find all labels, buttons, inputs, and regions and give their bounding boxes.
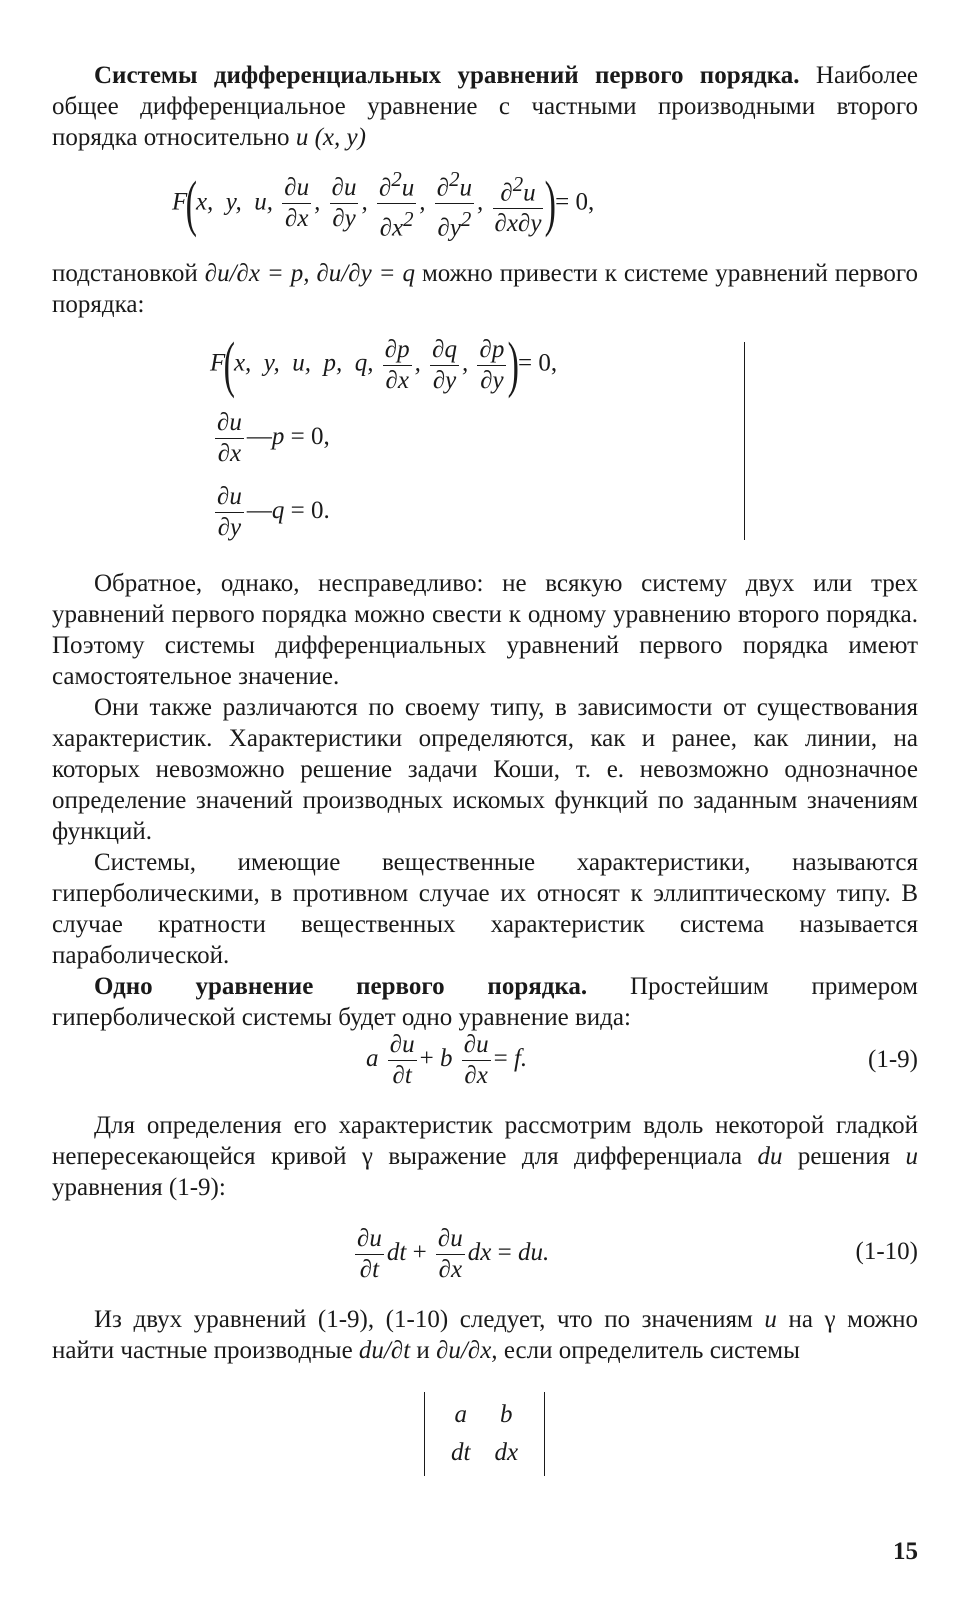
- paragraph-text: уравнения (1-9):: [52, 1174, 226, 1201]
- inline-math: du: [757, 1143, 783, 1170]
- paragraph-determinant: [52, 1304, 918, 1366]
- system-eq-2: $\frac{\partial u}{\partial x}$ —p = 0,: [217, 409, 330, 467]
- matrix-cell: dt: [451, 1439, 471, 1466]
- paragraph-text: если определитель системы: [503, 1337, 800, 1364]
- paragraph-hyperbolic: Системы, имеющие вещественные характеристики, называются гиперболическими, в противном случае их относят к эллиптическому типу. В случае кратности вещественных характеристик система называется параболической.: [52, 849, 918, 969]
- determinant-matrix: [439, 1396, 530, 1472]
- section-heading-systems: Системы дифференциальных уравнений первого порядка.: [94, 62, 800, 89]
- inline-math: ∂u/∂x,: [436, 1337, 498, 1364]
- paragraph-text: подстановкой: [52, 260, 198, 287]
- system-eq-1: F(x, y, u, p, q, $\frac{\partial p}{\partial x}$ , $\frac{\partial q}{\partial y}$ , $\frac{\partial p}{\partial y}$ )= 0,: [210, 331, 558, 399]
- page-number: 15: [893, 1538, 918, 1565]
- paragraph-text: Простейшим примером гиперболической системы будет одно уравнение вида:: [52, 973, 918, 1031]
- equation-number-1-10: (1-10): [855, 1238, 918, 1265]
- paragraph-single-equation: [52, 971, 918, 1033]
- equation-second-order-general: F(x, y, u, $\frac{\partial u}{\partial x}$ , $\frac{\partial u}{\partial y}$ , $\frac{\partial^2u}{\partial x^2}$ , $\frac{\partial^2u}{\partial y^2}$ , $\frac{\partial^2u}{\partial x\partial y}$ )= 0,: [172, 164, 594, 244]
- paragraph-text: решения: [797, 1143, 891, 1170]
- inline-math: du/∂t: [358, 1337, 411, 1364]
- paragraph-types: Они также различаются по своему типу, в зависимости от существования характеристик. Характеристики определяются, как и ранее, как линии, на которых невозможно решение задачи Коши, т. е. невозможно однозначное определение значений производных искомых функций по заданным значениям функций.: [52, 694, 918, 845]
- inline-math: u: [905, 1143, 919, 1170]
- paragraph-converse: Обратное, однако, несправедливо: не всякую систему двух или трех уравнений первого порядка можно свести к одному уравнению второго порядка. Поэтому системы дифференциальных уравнений первого порядка имеют самостоятельное значение.: [52, 570, 918, 690]
- paragraph-text: на γ можно найти частные производные: [52, 1306, 919, 1364]
- inline-math: u (x, y): [295, 124, 366, 151]
- matrix-cell: dx: [494, 1439, 519, 1466]
- section-heading-single-equation: Одно уравнение первого порядка.: [94, 973, 588, 1000]
- paragraph-text: Наиболее общее дифференциальное уравнение с частными производными второго порядка относительно: [52, 62, 919, 151]
- system-brace: [744, 342, 745, 540]
- determinant: [424, 1392, 545, 1476]
- text-block-middle: [52, 568, 918, 1033]
- paragraph-text: и: [416, 1337, 430, 1364]
- equation-number-1-9: (1-9): [868, 1046, 918, 1073]
- paragraph-text: можно привести к системе уравнений первого порядка:: [52, 260, 919, 318]
- inline-math: ∂u/∂x = p, ∂u/∂y = q: [204, 260, 415, 287]
- inline-math: u: [764, 1306, 777, 1333]
- equation-1-10: $\frac{\partial u}{\partial t}$ dt + $\frac{\partial u}{\partial x}$ dx = du.: [357, 1225, 550, 1283]
- paragraph-characteristics: [52, 1110, 918, 1203]
- matrix-cell: b: [500, 1401, 513, 1428]
- paragraph-text: Из двух уравнений (1-9), (1-10) следует, что по значениям: [94, 1306, 753, 1333]
- paragraph-text: Для определения его характеристик рассмотрим вдоль некоторой гладкой непересекающейся кривой γ выражение для дифференциала: [52, 1112, 918, 1170]
- matrix-cell: a: [454, 1401, 467, 1428]
- paragraph-substitution: [52, 258, 918, 320]
- equation-1-9: a $\frac{\partial u}{\partial t}$ + b $\frac{\partial u}{\partial x}$ = f.: [366, 1031, 528, 1089]
- paragraph-systems-intro: [52, 60, 918, 153]
- system-eq-3: $\frac{\partial u}{\partial y}$ —q = 0.: [217, 483, 330, 541]
